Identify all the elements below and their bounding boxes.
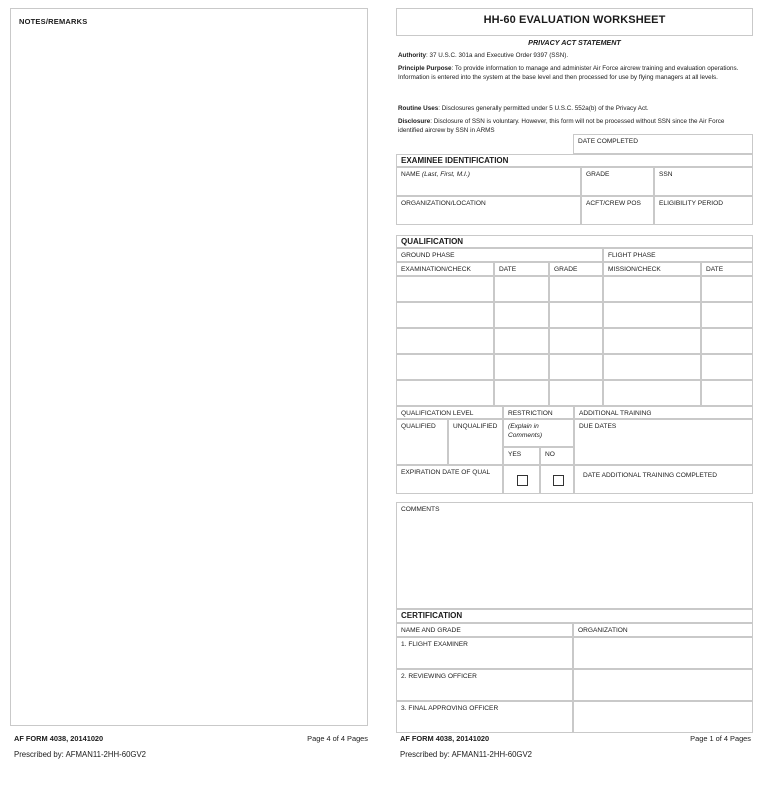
comments-field[interactable]: [396, 502, 753, 609]
additional-training-header: [574, 406, 753, 419]
privacy-act-subtitle-wrap: [396, 38, 753, 49]
flight-phase-header: [603, 248, 753, 262]
left-page-number: Page 4 of 4 Pages: [307, 734, 368, 743]
table-row-cell[interactable]: [603, 380, 701, 406]
restriction-hint-line1: (Explain in: [508, 423, 539, 430]
name-field[interactable]: [396, 167, 581, 196]
col-flight-date-label: DATE: [706, 266, 724, 273]
acft-crew-pos-field[interactable]: [581, 196, 654, 225]
name-label-text: NAME: [401, 171, 421, 178]
table-row-cell[interactable]: [603, 328, 701, 354]
restriction-no-header: [540, 447, 574, 465]
organization-location-label: ORGANIZATION/LOCATION: [401, 200, 486, 207]
restriction-label: RESTRICTION: [508, 410, 553, 417]
left-prescribed-by: Prescribed by: AFMAN11-2HH-60GV2: [14, 750, 147, 759]
section-examinee-identification: [396, 154, 753, 167]
date-completed-label: DATE COMPLETED: [578, 138, 638, 145]
table-row-cell[interactable]: [549, 380, 603, 406]
table-row-cell[interactable]: [549, 276, 603, 302]
certification-row-label[interactable]: [396, 637, 573, 669]
table-row-cell[interactable]: [494, 276, 549, 302]
col-mission-check: [603, 262, 701, 276]
table-row-cell[interactable]: [396, 328, 494, 354]
organization-location-field[interactable]: [396, 196, 581, 225]
section-certification: [396, 609, 753, 623]
eligibility-period-label: ELIGIBILITY PERIOD: [659, 200, 724, 207]
privacy-authority-text: : 37 U.S.C. 301a and Executive Order 9397 (SSN).: [425, 52, 569, 59]
due-dates-field[interactable]: [574, 419, 753, 465]
ssn-field[interactable]: [654, 167, 753, 196]
left-form-id: AF FORM 4038, 20141020: [14, 734, 104, 743]
col-ground-date: [494, 262, 549, 276]
restriction-yes-label: YES: [508, 451, 522, 458]
table-row-cell[interactable]: [701, 276, 753, 302]
col-organization: [573, 623, 753, 637]
privacy-disclosure-label: Disclosure: [398, 118, 431, 125]
table-row-cell[interactable]: [494, 354, 549, 380]
notes-remarks-box[interactable]: [10, 8, 368, 726]
certification-row-organization[interactable]: [573, 669, 753, 701]
restriction-yes-cell[interactable]: [503, 465, 540, 494]
flight-phase-label: FLIGHT PHASE: [608, 252, 656, 259]
notes-remarks-label: NOTES/REMARKS: [19, 17, 88, 26]
privacy-disclosure-text: : Disclosure of SSN is voluntary. However, this form will not be processed without SSN since the Air Force identified aircrew by SSN in ARMS: [398, 118, 725, 135]
expiration-date-label: EXPIRATION DATE OF QUAL: [401, 469, 491, 476]
form-title-box: [396, 8, 753, 36]
table-row-cell[interactable]: [603, 302, 701, 328]
col-examination-check: [396, 262, 494, 276]
table-row-cell[interactable]: [701, 328, 753, 354]
restriction-no-checkbox[interactable]: [553, 475, 564, 486]
qualification-level-header: [396, 406, 503, 419]
col-organization-label: ORGANIZATION: [578, 627, 628, 634]
ground-phase-header: [396, 248, 603, 262]
col-examination-check-label: EXAMINATION/CHECK: [401, 266, 471, 273]
table-row-cell[interactable]: [549, 328, 603, 354]
table-row-cell[interactable]: [396, 354, 494, 380]
certification-row-organization[interactable]: [573, 701, 753, 733]
right-form-id: AF FORM 4038, 20141020: [400, 734, 490, 743]
table-row-cell[interactable]: [396, 276, 494, 302]
qualified-field[interactable]: [396, 419, 448, 465]
privacy-authority-label: Authority: [398, 52, 426, 59]
restriction-no-label: NO: [545, 451, 555, 458]
date-additional-training-completed-field[interactable]: [574, 465, 753, 494]
table-row-cell[interactable]: [603, 276, 701, 302]
left-page: [10, 8, 370, 728]
table-row-cell[interactable]: [494, 328, 549, 354]
table-row-cell[interactable]: [701, 302, 753, 328]
certification-row-label[interactable]: [396, 701, 573, 733]
name-label-hint: (Last, First, M.I.): [421, 171, 470, 178]
right-page-footer: [396, 734, 753, 784]
col-ground-grade: [549, 262, 603, 276]
table-row-cell[interactable]: [701, 380, 753, 406]
table-row-cell[interactable]: [549, 302, 603, 328]
certification-heading: CERTIFICATION: [401, 611, 463, 620]
ssn-label: SSN: [659, 171, 673, 178]
ground-phase-label: GROUND PHASE: [401, 252, 455, 259]
reviewing-officer-label: 2. REVIEWING OFFICER: [401, 673, 477, 680]
expiration-date-of-qual-field[interactable]: [396, 465, 503, 494]
right-prescribed-by: Prescribed by: AFMAN11-2HH-60GV2: [400, 750, 533, 759]
restriction-yes-header: [503, 447, 540, 465]
table-row-cell[interactable]: [549, 354, 603, 380]
certification-row-label[interactable]: [396, 669, 573, 701]
additional-training-label: ADDITIONAL TRAINING: [579, 410, 652, 417]
grade-field[interactable]: [581, 167, 654, 196]
name-label: [401, 171, 470, 179]
table-row-cell[interactable]: [396, 302, 494, 328]
col-mission-check-label: MISSION/CHECK: [608, 266, 661, 273]
flight-examiner-label: 1. FLIGHT EXAMINER: [401, 641, 468, 648]
col-name-and-grade: [396, 623, 573, 637]
examinee-identification-heading: EXAMINEE IDENTIFICATION: [401, 156, 509, 165]
right-page-number: Page 1 of 4 Pages: [690, 734, 751, 743]
eligibility-period-field[interactable]: [654, 196, 753, 225]
col-flight-date: [701, 262, 753, 276]
table-row-cell[interactable]: [603, 354, 701, 380]
privacy-purpose: [396, 64, 753, 83]
privacy-act-subtitle: PRIVACY ACT STATEMENT: [528, 38, 621, 47]
form-title: HH-60 EVALUATION WORKSHEET: [483, 14, 666, 26]
due-dates-label: DUE DATES: [579, 423, 617, 430]
restriction-header: [503, 406, 574, 419]
col-ground-date-label: DATE: [499, 266, 517, 273]
date-completed-field[interactable]: [573, 134, 753, 154]
section-qualification: [396, 235, 753, 248]
acft-crew-pos-label: ACFT/CREW POS: [586, 200, 641, 207]
left-page-footer: [10, 734, 370, 784]
restriction-yes-checkbox[interactable]: [517, 475, 528, 486]
table-row-cell[interactable]: [494, 302, 549, 328]
privacy-purpose-label: Principle Purpose: [398, 65, 452, 72]
privacy-routine-text: : Disclosures generally permitted under 5 U.S.C. 552a(b) of the Privacy Act.: [438, 105, 649, 112]
privacy-authority: [396, 51, 753, 60]
table-row-cell[interactable]: [396, 380, 494, 406]
restriction-no-cell[interactable]: [540, 465, 574, 494]
table-row-cell[interactable]: [701, 354, 753, 380]
table-row-cell[interactable]: [494, 380, 549, 406]
col-ground-grade-label: GRADE: [554, 266, 578, 273]
qualification-heading: QUALIFICATION: [401, 237, 464, 246]
comments-label: COMMENTS: [401, 506, 440, 513]
certification-row-organization[interactable]: [573, 637, 753, 669]
privacy-disclosure: [396, 117, 753, 136]
qualified-label: QUALIFIED: [401, 423, 436, 430]
date-additional-training-completed-label: DATE ADDITIONAL TRAINING COMPLETED: [583, 472, 717, 479]
privacy-routine-label: Routine Uses: [398, 105, 439, 112]
qualification-level-label: QUALIFICATION LEVEL: [401, 410, 474, 417]
unqualified-field[interactable]: [448, 419, 503, 465]
privacy-purpose-text: : To provide information to manage and administer Air Force aircrew training and evaluation operations. Information is entered into the system at the base level and then processed for use by flying managers at all levels.: [398, 65, 739, 82]
unqualified-label: UNQUALIFIED: [453, 423, 498, 430]
grade-label: GRADE: [586, 171, 610, 178]
restriction-hint-line2: Comments): [508, 432, 543, 439]
privacy-routine-uses: [396, 104, 753, 113]
restriction-hint-box: [503, 419, 574, 447]
final-approving-officer-label: 3. FINAL APPROVING OFFICER: [401, 705, 499, 712]
col-name-and-grade-label: NAME AND GRADE: [401, 627, 461, 634]
